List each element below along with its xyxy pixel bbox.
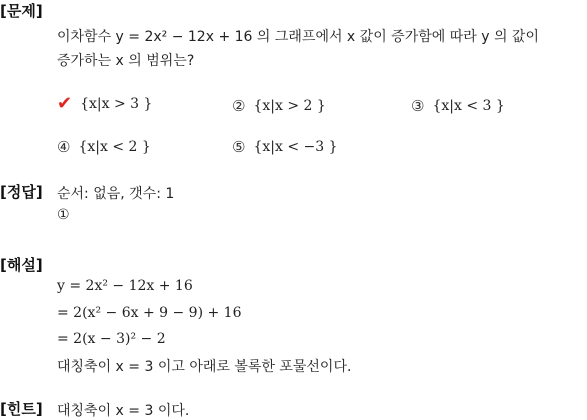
problem-tag: [문제] xyxy=(0,2,43,20)
problem-line-1: 이차함수 y = 2x² − 12x + 16 의 그래프에서 x 값이 증가함에 따라 y 의 값이 xyxy=(57,29,539,45)
answer-tag: [정답] xyxy=(0,183,43,201)
explanation-line-3: = 2(x − 3)² − 2 xyxy=(57,331,166,347)
answer-line-2: ① xyxy=(57,207,70,223)
problem-line-2: 증가하는 x 의 범위는? xyxy=(57,53,195,69)
choice-5-text: {x|x < −3 } xyxy=(253,139,338,155)
choice-4-text: {x|x < 2 } xyxy=(78,139,151,155)
check-icon: ✔ xyxy=(57,93,73,114)
choice-4[interactable] xyxy=(57,138,151,156)
explanation-line-1: y = 2x² − 12x + 16 xyxy=(57,278,193,294)
answer-line-1: 순서: 없음, 갯수: 1 xyxy=(57,186,175,202)
explanation-line-4: 대칭축이 x = 3 이고 아래로 볼록한 포물선이다. xyxy=(57,359,352,375)
choice-5[interactable] xyxy=(232,138,338,156)
choice-1-text: {x|x > 3 } xyxy=(80,96,153,112)
choice-5-number: ⑤ xyxy=(232,138,246,156)
choice-2-text: {x|x > 2 } xyxy=(253,98,326,114)
choice-4-number: ④ xyxy=(57,138,71,156)
choice-1[interactable] xyxy=(57,95,152,113)
explanation-tag: [해설] xyxy=(0,256,43,274)
explanation-line-2: = 2(x² − 6x + 9 − 9) + 16 xyxy=(57,305,242,321)
hint-tag: [힌트] xyxy=(0,400,43,418)
hint-text: 대칭축이 x = 3 이다. xyxy=(57,403,190,419)
choice-3-number: ③ xyxy=(411,97,425,115)
choice-2[interactable] xyxy=(232,97,326,115)
choice-3-text: {x|x < 3 } xyxy=(432,98,505,114)
choice-3[interactable] xyxy=(411,97,505,115)
choice-2-number: ② xyxy=(232,97,246,115)
